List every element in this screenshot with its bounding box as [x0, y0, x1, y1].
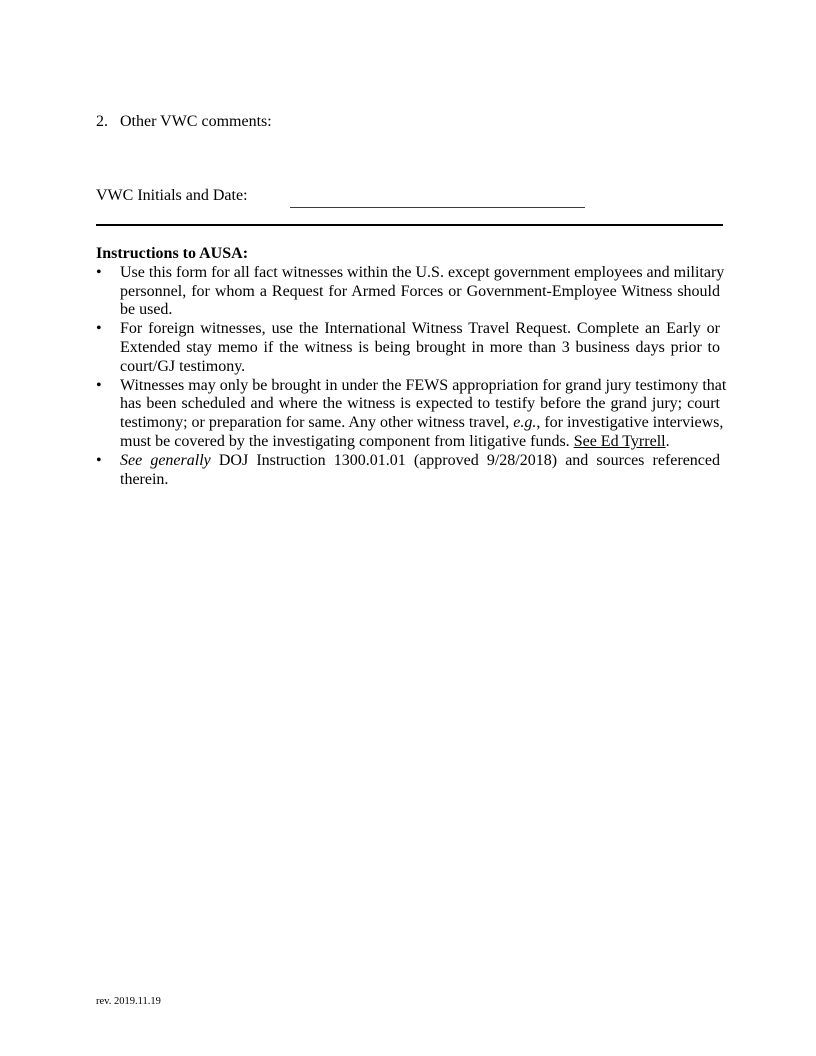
initials-and-date-row: [96, 187, 248, 206]
bullet-line: [120, 358, 720, 377]
text-segment: For foreign witnesses, use the International Witness Travel Request. Complete an Early or: [120, 320, 720, 338]
bullet-item: [96, 263, 725, 320]
text-segment: See Ed Tyrrell: [573, 432, 666, 450]
text-segment: must be covered by the investigating component from litigative funds.: [120, 432, 574, 450]
text-segment: testimony; or preparation for same. Any other witness travel,: [120, 414, 514, 432]
bullet-item: [96, 320, 720, 376]
initials-signature-line[interactable]: [290, 188, 585, 208]
text-segment: Use this form for all fact witnesses within the U.S. except government employees and military: [120, 263, 725, 281]
bullet-icon: •: [96, 263, 102, 281]
text-segment: DOJ Instruction 1300.01.01 (approved 9/28/2018) and sources referenced: [210, 451, 721, 469]
bullet-line: [96, 376, 727, 396]
bullet-line: [120, 471, 720, 490]
bullet-line: [120, 283, 720, 302]
text-segment: Extended stay memo if the witness is being brought in more than 3 business days prior to: [120, 338, 720, 356]
text-segment: See generally: [120, 451, 211, 469]
revision-footer: rev. 2019.11.19: [96, 996, 161, 1007]
instructions-heading: Instructions to AUSA:: [96, 245, 249, 262]
bullet-line: [120, 414, 724, 433]
text-segment: has been scheduled and where the witness is expected to testify before the grand jury; court: [120, 395, 720, 413]
text-segment: court/GJ testimony.: [120, 357, 246, 375]
comment-item-label: Other VWC comments:: [120, 113, 272, 130]
bullet-icon: •: [96, 451, 102, 469]
section-divider-rule: [96, 224, 723, 226]
bullet-list: [96, 263, 727, 490]
initials-label: VWC Initials and Date:: [96, 187, 248, 204]
bullet-icon: •: [96, 320, 102, 338]
bullet-line: [96, 320, 720, 339]
text-segment: e.g.: [513, 414, 537, 432]
bullet-line: [120, 301, 720, 320]
bullet-line: [120, 339, 720, 358]
text-segment: .: [665, 432, 670, 450]
text-segment: be used.: [120, 301, 173, 319]
text-segment: Witnesses may only be brought in under the FEWS appropriation for grand jury testimony that: [120, 376, 727, 394]
text-segment: therein.: [120, 470, 169, 488]
text-segment: , for investigative interviews,: [536, 414, 724, 432]
comment-item-2: [96, 113, 720, 132]
bullet-item: [96, 376, 727, 452]
instructions-section: [96, 245, 727, 489]
bullet-line: [96, 263, 725, 283]
bullet-line: [120, 395, 720, 414]
bullet-icon: •: [96, 376, 102, 394]
bullet-line: [120, 433, 720, 452]
text-segment: personnel, for whom a Request for Armed Forces or Government-Employee Witness should: [120, 282, 720, 300]
bullet-item: [96, 452, 720, 490]
bullet-line: [96, 451, 721, 471]
comment-item-number: 2.: [96, 113, 108, 130]
